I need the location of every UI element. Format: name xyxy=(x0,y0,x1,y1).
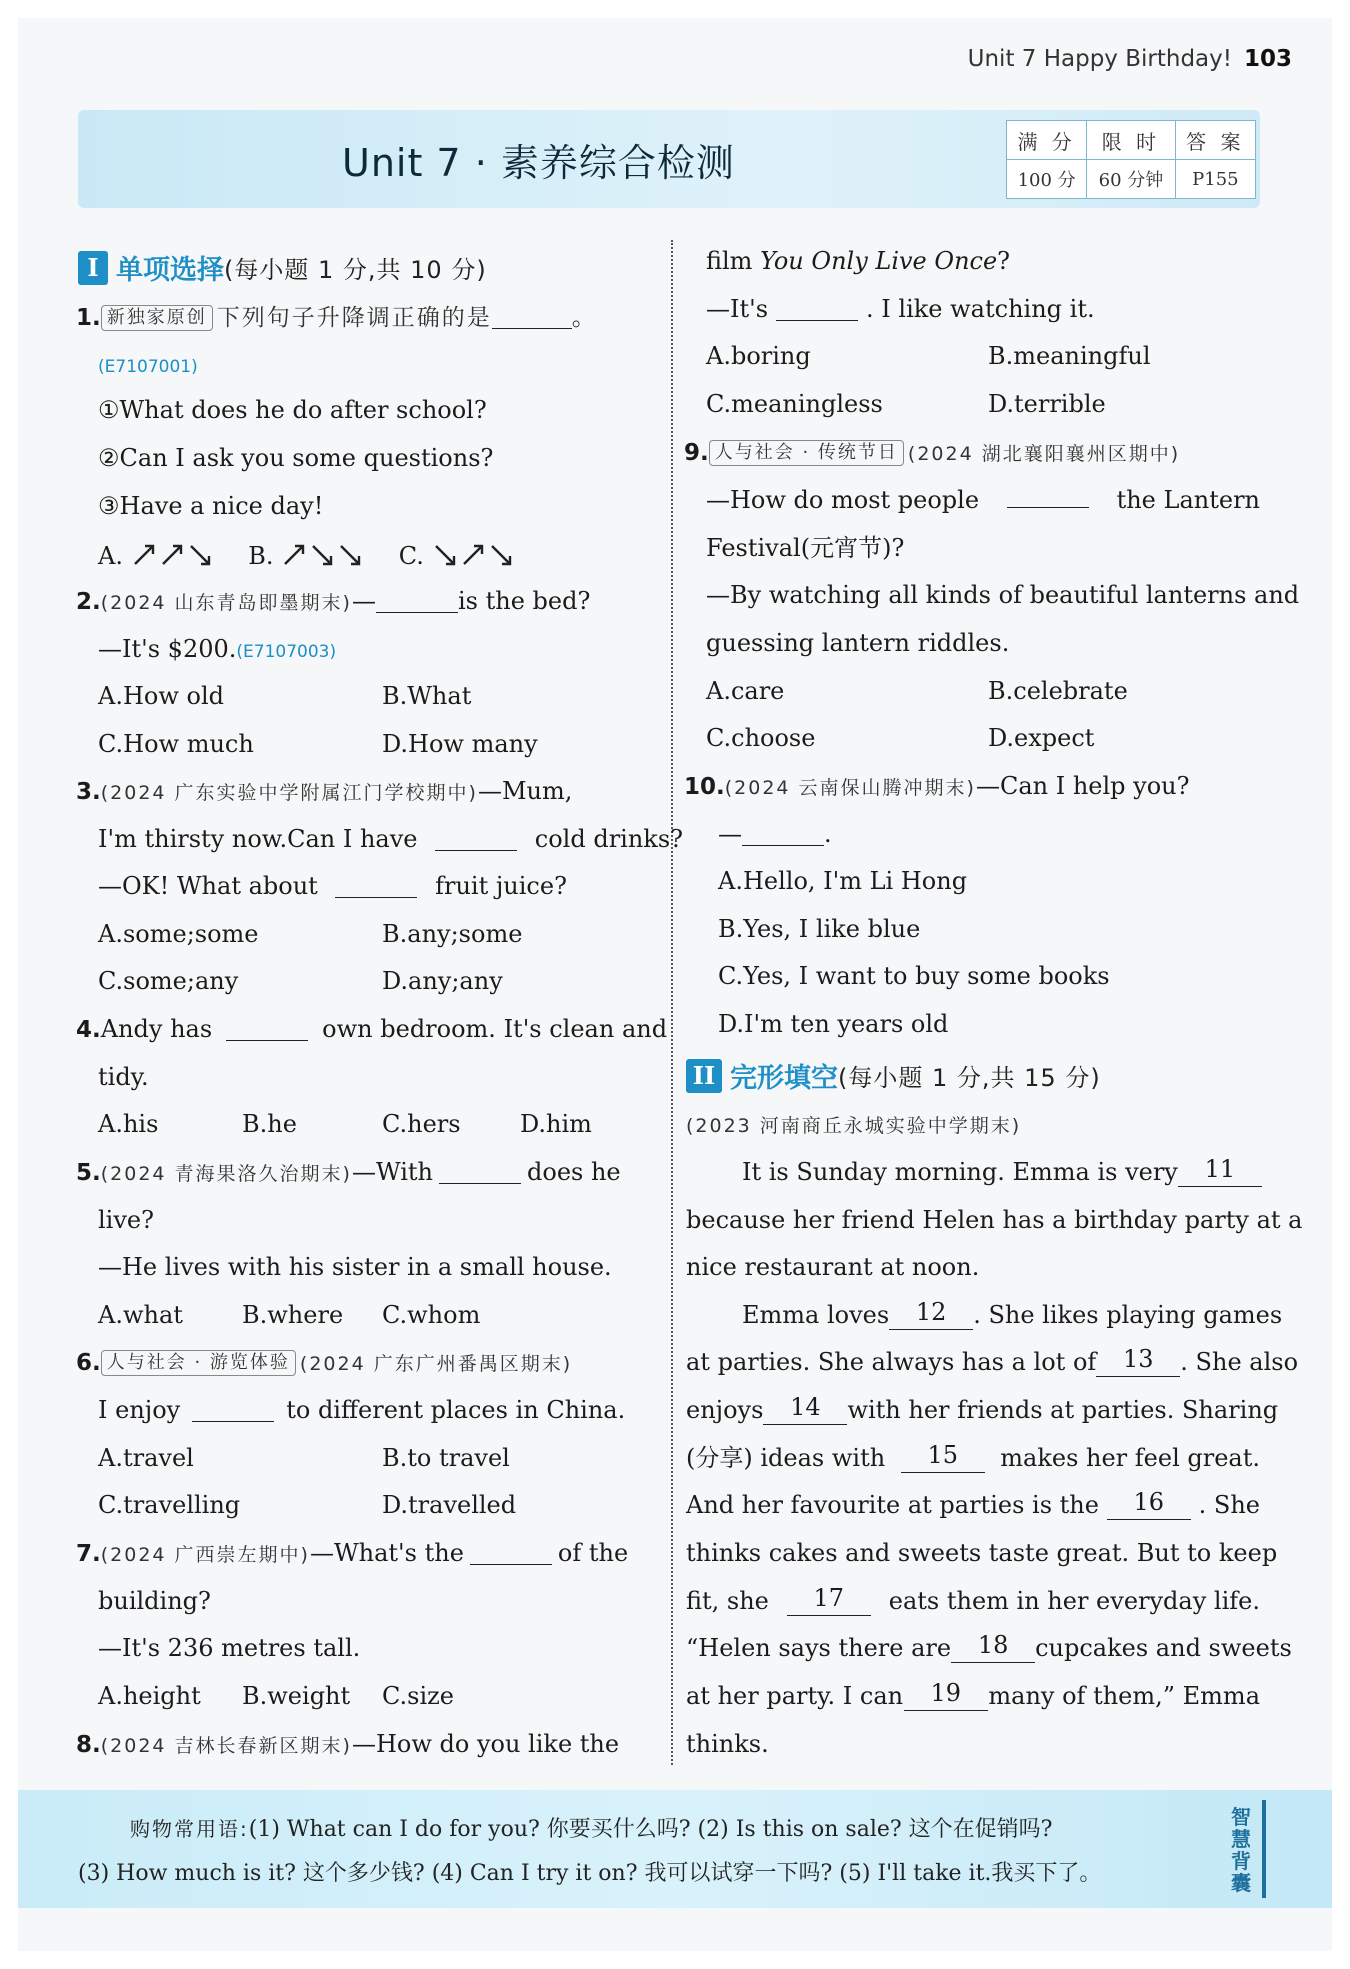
question-7-line-3: —It's 236 metres tall. xyxy=(98,1634,361,1662)
question-9-line-5: guessing lantern riddles. xyxy=(706,629,1010,657)
question-8-line-2: film You Only Live Once? xyxy=(706,247,1011,275)
option-a[interactable]: A.How old xyxy=(98,682,224,710)
footer-line-2: (3) How much is it? 这个多少钱? (4) Can I try it on? 我可以试穿一下吗? (5) I'll take it.我买下了。 xyxy=(78,1861,1102,1886)
question-1-item-1: ①What does he do after school? xyxy=(98,396,487,424)
question-10-line-2: — . xyxy=(718,820,832,848)
option-b[interactable]: B. xyxy=(248,542,373,570)
section-badge: II xyxy=(686,1059,722,1093)
option-d[interactable]: D.travelled xyxy=(382,1491,517,1519)
section-title: 单项选择 xyxy=(116,255,224,286)
page-number: 103 xyxy=(1243,46,1292,72)
option-c[interactable]: C.Yes, I want to buy some books xyxy=(718,962,1110,990)
option-d[interactable]: D.terrible xyxy=(988,390,1106,418)
option-b[interactable]: B.any;some xyxy=(382,920,523,948)
cloze-blank-16[interactable]: 16 xyxy=(1107,1490,1191,1520)
question-code: (E7107001) xyxy=(98,357,198,377)
question-1-options xyxy=(98,540,516,571)
question-source: (2024 吉林长春新区期末) xyxy=(100,1735,352,1757)
option-c[interactable]: C.size xyxy=(382,1682,454,1710)
intonation-arrows-icon xyxy=(432,540,516,568)
option-a[interactable]: A.height xyxy=(98,1682,201,1710)
score-info-table xyxy=(1006,120,1256,199)
cloze-blank-17[interactable]: 17 xyxy=(787,1586,871,1616)
question-9-line-4: —By watching all kinds of beautiful lanterns and xyxy=(706,581,1300,609)
cloze-line-10: fit, she 17 eats them in her everyday life. xyxy=(686,1584,1260,1615)
section-2-source: (2023 河南商丘永城实验中学期末) xyxy=(686,1115,1022,1137)
answer-blank[interactable] xyxy=(192,1399,274,1422)
option-b[interactable]: B.celebrate xyxy=(988,677,1128,705)
question-9-stem: 9. 人与社会 · 传统节日 (2024 湖北襄阳襄州区期中) xyxy=(684,440,1181,466)
page-title: Unit 7 · 素养综合检测 xyxy=(342,141,735,185)
question-end: 。 xyxy=(571,303,596,331)
column-divider xyxy=(671,240,673,1765)
option-c[interactable]: C.hers xyxy=(382,1110,461,1138)
option-a[interactable]: A.travel xyxy=(98,1444,194,1472)
section-note: (每小题 1 分,共 15 分) xyxy=(838,1064,1101,1092)
cloze-line-3: nice restaurant at noon. xyxy=(686,1253,980,1281)
question-tag: 新独家原创 xyxy=(101,305,213,331)
option-d[interactable]: D.expect xyxy=(988,724,1095,752)
question-source: (2024 云南保山腾冲期末) xyxy=(724,777,976,799)
section-heading-2 xyxy=(686,1056,1101,1095)
cloze-line-2: because her friend Helen has a birthday party at a xyxy=(686,1206,1303,1234)
footer-line-1: 购物常用语:(1) What can I do for you? 你要买什么吗? (2) Is this on sale? 这个在促销吗? xyxy=(130,1817,1053,1842)
time-limit-label: 限 时 xyxy=(1087,121,1175,160)
question-5-stem: 5.(2024 青海果洛久治期末)—With does he xyxy=(76,1158,621,1186)
answer-blank[interactable] xyxy=(470,1542,552,1565)
question-5-line-2: live? xyxy=(98,1206,154,1234)
running-header xyxy=(968,46,1292,72)
option-a[interactable]: A.Hello, I'm Li Hong xyxy=(718,867,968,895)
option-c[interactable]: C. xyxy=(399,542,516,570)
option-a[interactable]: A.what xyxy=(98,1301,183,1329)
footer-accent-bar xyxy=(1262,1800,1266,1898)
cloze-line-7: (分享) ideas with 15 makes her feel great. xyxy=(686,1441,1260,1472)
question-1-stem xyxy=(76,302,596,333)
option-a[interactable]: A.some;some xyxy=(98,920,259,948)
answer-blank[interactable] xyxy=(776,298,858,321)
option-b[interactable]: B.to travel xyxy=(382,1444,510,1472)
option-c[interactable]: C.travelling xyxy=(98,1491,241,1519)
film-title: You Only Live Once xyxy=(760,247,998,275)
cloze-line-5: at parties. She always has a lot of 13 . She also xyxy=(686,1345,1299,1376)
cloze-blank-14[interactable]: 14 xyxy=(763,1395,847,1425)
question-source: (2024 广东广州番禺区期末) xyxy=(299,1353,573,1375)
option-a[interactable]: A. xyxy=(98,542,222,570)
cloze-line-13: thinks. xyxy=(686,1730,769,1758)
question-2-stem: 2.(2024 山东青岛即墨期末)— is the bed? xyxy=(76,587,591,615)
footer-label: 购物常用语: xyxy=(130,1817,249,1841)
answer-blank[interactable] xyxy=(742,823,824,846)
option-d[interactable]: D.any;any xyxy=(382,967,503,995)
cloze-blank-12[interactable]: 12 xyxy=(889,1300,973,1330)
question-source: (2024 山东青岛即墨期末) xyxy=(100,592,352,614)
cloze-blank-13[interactable]: 13 xyxy=(1096,1347,1180,1377)
cloze-line-12: at her party. I can 19 many of them,” Emma xyxy=(686,1679,1260,1710)
question-9-line-2: —How do most people the Lantern xyxy=(706,486,1260,514)
answer-blank[interactable] xyxy=(1007,485,1089,508)
question-9-line-3: Festival(元宵节)? xyxy=(706,534,905,562)
cloze-blank-18[interactable]: 18 xyxy=(951,1633,1035,1663)
question-source: (2024 湖北襄阳襄州区期中) xyxy=(907,443,1181,465)
answer-page-link[interactable]: P155 xyxy=(1175,160,1255,199)
question-8-line-3: —It's . I like watching it. xyxy=(706,295,1095,323)
question-8-stem: 8.(2024 吉林长春新区期末)—How do you like the xyxy=(76,1730,620,1758)
question-1-item-3: ③Have a nice day! xyxy=(98,492,324,520)
question-source: (2024 青海果洛久治期末) xyxy=(100,1163,352,1185)
section-title: 完形填空 xyxy=(730,1063,838,1094)
option-a[interactable]: A.his xyxy=(98,1110,159,1138)
option-b[interactable]: B.Yes, I like blue xyxy=(718,915,921,943)
answer-blank[interactable] xyxy=(226,1018,308,1041)
option-c[interactable]: C.choose xyxy=(706,724,816,752)
answer-blank[interactable] xyxy=(435,828,517,851)
time-limit-value: 60 分钟 xyxy=(1087,160,1175,199)
cloze-blank-11[interactable]: 11 xyxy=(1178,1157,1262,1187)
option-a[interactable]: A.boring xyxy=(706,342,811,370)
question-10-stem: 10.(2024 云南保山腾冲期末)—Can I help you? xyxy=(684,772,1190,800)
option-d[interactable]: D.How many xyxy=(382,730,538,758)
option-b[interactable]: B.where xyxy=(242,1301,344,1329)
question-code: (E7107003) xyxy=(236,642,337,662)
question-source: (2024 广西崇左期中) xyxy=(100,1544,310,1566)
cloze-line-11: “Helen says there are 18 cupcakes and sweets xyxy=(686,1631,1292,1662)
cloze-line-1: It is Sunday morning. Emma is very 11 xyxy=(742,1157,1260,1187)
question-3-line-2: I'm thirsty now.Can I have cold drinks? xyxy=(98,825,684,853)
question-text: 下列句子升降调正确的是 xyxy=(216,305,492,331)
option-d[interactable]: D.him xyxy=(520,1110,592,1138)
question-7-line-2: building? xyxy=(98,1587,211,1615)
option-a[interactable]: A.care xyxy=(706,677,785,705)
answer-blank[interactable] xyxy=(376,590,458,613)
question-number: 1. xyxy=(76,305,101,331)
question-tag: 人与社会 · 传统节日 xyxy=(709,440,904,466)
section-heading-1 xyxy=(78,248,487,287)
question-source: (2024 广东实验中学附属江门学校期中) xyxy=(100,782,478,804)
question-4-line-2: tidy. xyxy=(98,1063,149,1091)
answer-blank[interactable] xyxy=(492,306,572,329)
question-7-stem: 7.(2024 广西崇左期中)—What's the of the xyxy=(76,1539,629,1567)
running-title: Unit 7 Happy Birthday! xyxy=(967,46,1232,72)
option-c[interactable]: C.meaningless xyxy=(706,390,883,418)
cloze-blank-19[interactable]: 19 xyxy=(904,1681,988,1711)
cloze-line-9: thinks cakes and sweets taste great. But to keep xyxy=(686,1539,1278,1567)
cloze-blank-15[interactable]: 15 xyxy=(901,1443,985,1473)
full-score-value: 100 分 xyxy=(1007,160,1087,199)
intonation-arrows-icon xyxy=(281,540,365,568)
question-6-line-2: I enjoy to different places in China. xyxy=(98,1396,626,1424)
footer-tip-box xyxy=(18,1790,1332,1908)
answer-label: 答 案 xyxy=(1175,121,1255,160)
option-c[interactable]: C.some;any xyxy=(98,967,239,995)
section-badge: I xyxy=(78,251,108,285)
full-score-label: 满 分 xyxy=(1007,121,1087,160)
question-3-line-3: —OK! What about fruit juice? xyxy=(98,872,567,900)
option-b[interactable]: B.meaningful xyxy=(988,342,1151,370)
option-b[interactable]: B.What xyxy=(382,682,472,710)
answer-blank[interactable] xyxy=(439,1161,521,1184)
question-3-stem: 3.(2024 广东实验中学附属江门学校期中)—Mum, xyxy=(76,777,573,805)
intonation-arrows-icon xyxy=(131,540,215,568)
cloze-line-6: enjoys 14 with her friends at parties. Sharing xyxy=(686,1393,1279,1424)
cloze-line-4: Emma loves 12 . She likes playing games xyxy=(742,1298,1283,1329)
question-6-stem: 6. 人与社会 · 游览体验 (2024 广东广州番禺区期末) xyxy=(76,1350,573,1376)
section-note: (每小题 1 分,共 10 分) xyxy=(224,256,487,284)
option-b[interactable]: B.weight xyxy=(242,1682,351,1710)
question-4-stem: 4.Andy has own bedroom. It's clean and xyxy=(76,1015,668,1043)
question-tag: 人与社会 · 游览体验 xyxy=(101,1350,296,1376)
answer-blank[interactable] xyxy=(335,875,417,898)
question-5-line-3: —He lives with his sister in a small house. xyxy=(98,1253,612,1281)
option-c[interactable]: C.How much xyxy=(98,730,254,758)
question-1-item-2: ②Can I ask you some questions? xyxy=(98,444,494,472)
option-b[interactable]: B.he xyxy=(242,1110,297,1138)
option-d[interactable]: D.I'm ten years old xyxy=(718,1010,949,1038)
cloze-line-8: And her favourite at parties is the 16 . She xyxy=(686,1488,1260,1519)
option-c[interactable]: C.whom xyxy=(382,1301,481,1329)
question-2-line-2: —It's $200.(E7107003) xyxy=(98,635,337,663)
footer-side-label: 智 慧 背 囊 xyxy=(1231,1805,1251,1895)
